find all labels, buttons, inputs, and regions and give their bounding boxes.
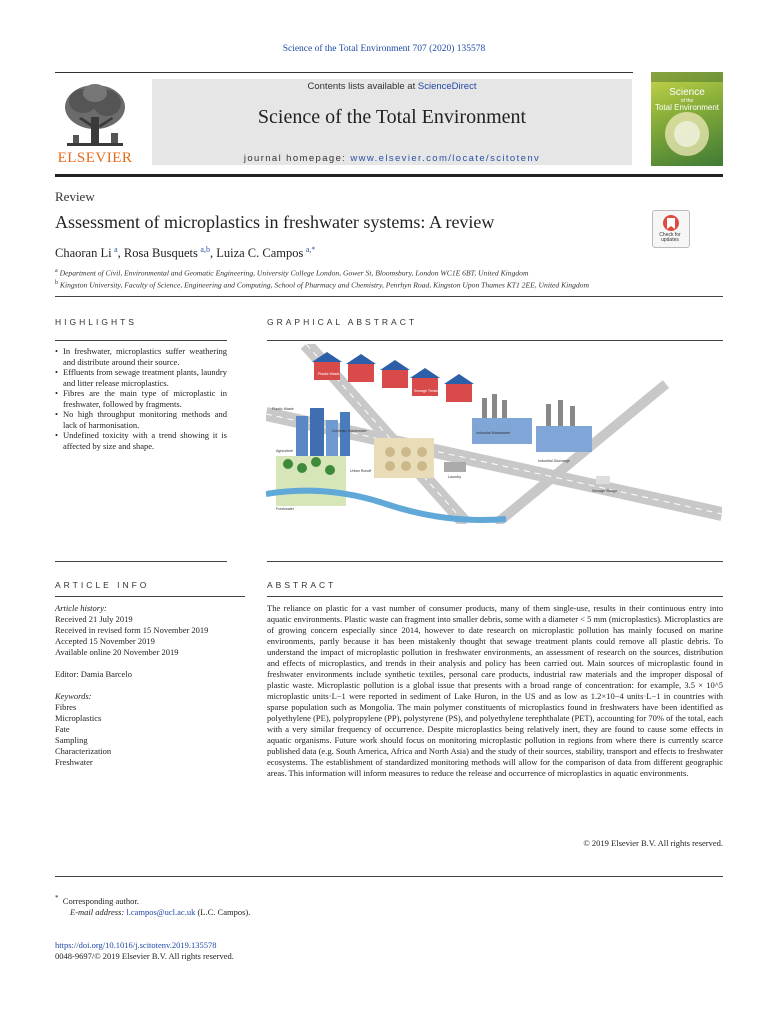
history-item: Received 21 July 2019	[55, 614, 133, 624]
affiliation-b	[55, 280, 589, 290]
keyword: Fate	[55, 724, 70, 734]
history-label: Article history:	[55, 603, 107, 613]
affiliation-a	[55, 268, 528, 278]
footnote-rule	[55, 876, 723, 877]
farmland	[276, 456, 346, 506]
affiliation-mark: b	[55, 280, 58, 286]
abstract-top-rule	[267, 561, 723, 562]
keyword: Fibres	[55, 702, 77, 712]
elsevier-wordmark: ELSEVIER	[57, 150, 133, 166]
author-affiliation-mark[interactable]: a,*	[305, 245, 316, 254]
email-label: E-mail address:	[70, 906, 127, 917]
author-affiliation-mark[interactable]: a	[114, 245, 118, 254]
header-top-rule	[55, 72, 633, 73]
article-type: Review	[55, 189, 95, 204]
keyword: Freshwater	[55, 757, 93, 767]
author[interactable]	[124, 246, 216, 260]
header-bottom-rule	[55, 174, 723, 177]
graphic-label: Urban Runoff	[350, 469, 372, 473]
badge-line2: updates	[661, 237, 679, 243]
author[interactable]	[216, 246, 315, 260]
cover-title-line3: Total Environment	[654, 103, 720, 112]
author-separator: ,	[209, 246, 217, 261]
highlights-list	[55, 346, 227, 451]
spacer	[55, 658, 245, 669]
graphical-abstract-image[interactable]	[266, 344, 722, 524]
history-item: Received in revised form 15 November 2019	[55, 625, 209, 635]
check-for-updates-label	[652, 233, 688, 243]
cover-title-line2: of the	[680, 98, 694, 104]
journal-title: Science of the Total Environment	[257, 106, 527, 128]
journal-citation[interactable]	[0, 44, 768, 54]
footnote-label: Corresponding author.	[62, 895, 139, 906]
graphic-label: Industrial Discharge	[538, 459, 570, 463]
graphical-abstract-rule	[267, 340, 723, 341]
email-link[interactable]: l.campos@ucl.ac.uk	[126, 906, 196, 917]
cover-title	[653, 88, 721, 112]
keyword: Sampling	[55, 735, 88, 745]
homepage-link[interactable]: www.elsevier.com/locate/scitotenv	[350, 153, 541, 164]
abstract-text: The reliance on plastic for a vast number of consumer products, many of them single-use, results in their continuous entry into aquatic environments. Plastic waste can fragment into smaller debris, some with a diameter < 5 mm (microplastics). Microplastics are of growing concern especially since 2014, however to date research on microplastic pollution has mainly focused on marine environments, partly because it has been mistakenly thought that sewage treatment plants could remove all plastic debris. To understand the impact of microplastic pollution in freshwater environments, an assessment of research on the sources, distribution and effects of microplastics, and trends in their analysis and policy has been carried out. Main sources of microplastic found in freshwater environments include synthetic textiles, personal care products, industrial raw materials and the improper disposal of plastic waste. Microplastic pollution is a global issue that presents with a broad range of concentration: for example, 3.5 × 10^5 microplastic units·L−1 were reported in sediment of Lake Huron, in the US and as low as 1.2×10−4 units·L−1 in countries with sparse population such as Mongolia. The main polymer constituents of microplastics found in freshwaters have been identified as polyethylene (PE), polypropylene (PP), polystyrene (PS), and polyethylene terephthalate (PET), accounting for 70% of the total, each with a very similar frequency of occurrence. Despite microplastics being relatively inert, they are found to cause some effects in aquatic organisms. Future work should focus on monitoring microplastic pollution in regions from where there is currently scarce published data (e.g. South America, Africa and North Asia) and the study of their sources, stability, transport and effects to freshwater ecosystems. The establishment of standardized monitoring methods will allow for the comparison of data from different geographic areas. This information will inform measures to reduce the release and occurrence of microplastics in aquatic environments.	[267, 603, 723, 778]
graphic-label: Sewage Treatment	[414, 389, 445, 393]
article-info-rule	[55, 596, 245, 597]
abstract-rule	[267, 596, 723, 597]
keyword: Characterization	[55, 746, 112, 756]
industrial-plant	[472, 394, 592, 452]
treatment-tanks	[374, 438, 434, 478]
history-item: Available online 20 November 2019	[55, 647, 179, 657]
graphic-label: Plastic Waste	[272, 407, 294, 411]
affiliation-text: Kingston University, Faculty of Science, Engineering and Computing, School of Pharmacy and Chemistry, Penrhyn Road, Kingston Upon Thames KT1 2EE, United Kingdom	[59, 280, 589, 290]
cover-title-line1: Science	[669, 87, 705, 98]
highlight-item: • Effluents from sewage treatment plants, laundry and litter release microplastics.	[55, 367, 227, 388]
author-name[interactable]: Luiza C. Campos	[216, 246, 304, 261]
doi-link[interactable]: https://doi.org/10.1016/j.scitotenv.2019.135578	[55, 940, 217, 950]
article-info-heading: ARTICLE INFO	[55, 580, 150, 590]
author-affiliation-mark[interactable]: a,b	[200, 245, 210, 254]
article-title: Assessment of microplastics in freshwater systems: A review	[55, 212, 495, 232]
email-owner: (L.C. Campos).	[195, 906, 251, 917]
graphic-label: Sewage Sludge	[592, 489, 618, 493]
highlights-heading: HIGHLIGHTS	[55, 317, 137, 327]
contents-line	[152, 81, 632, 92]
author-list	[55, 245, 315, 261]
citation-link[interactable]: Science of the Total Environment 707 (2020) 135578	[282, 44, 486, 54]
graphical-abstract-heading: GRAPHICAL ABSTRACT	[267, 317, 418, 327]
abstract-heading: ABSTRACT	[267, 580, 337, 590]
homepage-prefix: journal homepage:	[243, 153, 351, 164]
author[interactable]	[55, 246, 124, 260]
graphic-label: Laundry	[448, 475, 461, 479]
author-name[interactable]: Chaoran Li	[55, 246, 112, 261]
abstract-copyright: © 2019 Elsevier B.V. All rights reserved.	[583, 838, 723, 848]
sciencedirect-link[interactable]: ScienceDirect	[417, 81, 477, 92]
houses	[312, 352, 474, 402]
history-item: Accepted 15 November 2019	[55, 636, 155, 646]
article-info-top-rule	[55, 561, 227, 562]
keyword: Microplastics	[55, 713, 102, 723]
header-section-rule	[55, 296, 723, 297]
highlight-item: • Fibres are the main type of microplastic in freshwater, followed by fragments.	[55, 388, 227, 409]
journal-homepage	[152, 153, 632, 164]
graphic-label: Agriculture	[276, 449, 294, 453]
corresponding-author-footnote	[55, 893, 250, 918]
highlights-rule	[55, 340, 227, 341]
issn-copyright: 0048-9697/© 2019 Elsevier B.V. All rights reserved.	[55, 951, 234, 961]
badge-line1: Check for	[659, 232, 681, 238]
author-separator: ,	[117, 246, 124, 261]
graphic-label: Freshwater	[276, 507, 294, 511]
editor: Editor: Damia Barcelo	[55, 669, 132, 679]
contents-prefix: Contents lists available at	[307, 81, 418, 92]
highlight-item: • No high throughput monitoring methods and lack of harmonisation.	[55, 409, 227, 430]
article-info	[55, 603, 245, 768]
author-name[interactable]: Rosa Busquets	[123, 246, 198, 261]
affiliation-mark: a	[55, 268, 58, 274]
graphic-label: Domestic Wastewater	[332, 429, 367, 433]
doi-block	[55, 940, 234, 962]
graphic-label: Plastic Waste	[318, 372, 340, 376]
keywords-label: Keywords:	[55, 691, 92, 701]
graphic-label: Industrial Wastewater	[476, 431, 511, 435]
spacer	[55, 680, 245, 691]
affiliation-text: Department of Civil, Environmental and Geomatic Engineering, University College London, Gower St, Bloomsbury, London WC1E 6BT, United Kingdom	[59, 268, 529, 278]
highlight-item: • In freshwater, microplastics suffer weathering and distribute around their source.	[55, 346, 227, 367]
highlight-item: • Undefined toxicity with a trend showing it is affected by size and shape.	[55, 430, 227, 451]
footnote-mark: *	[55, 894, 59, 902]
